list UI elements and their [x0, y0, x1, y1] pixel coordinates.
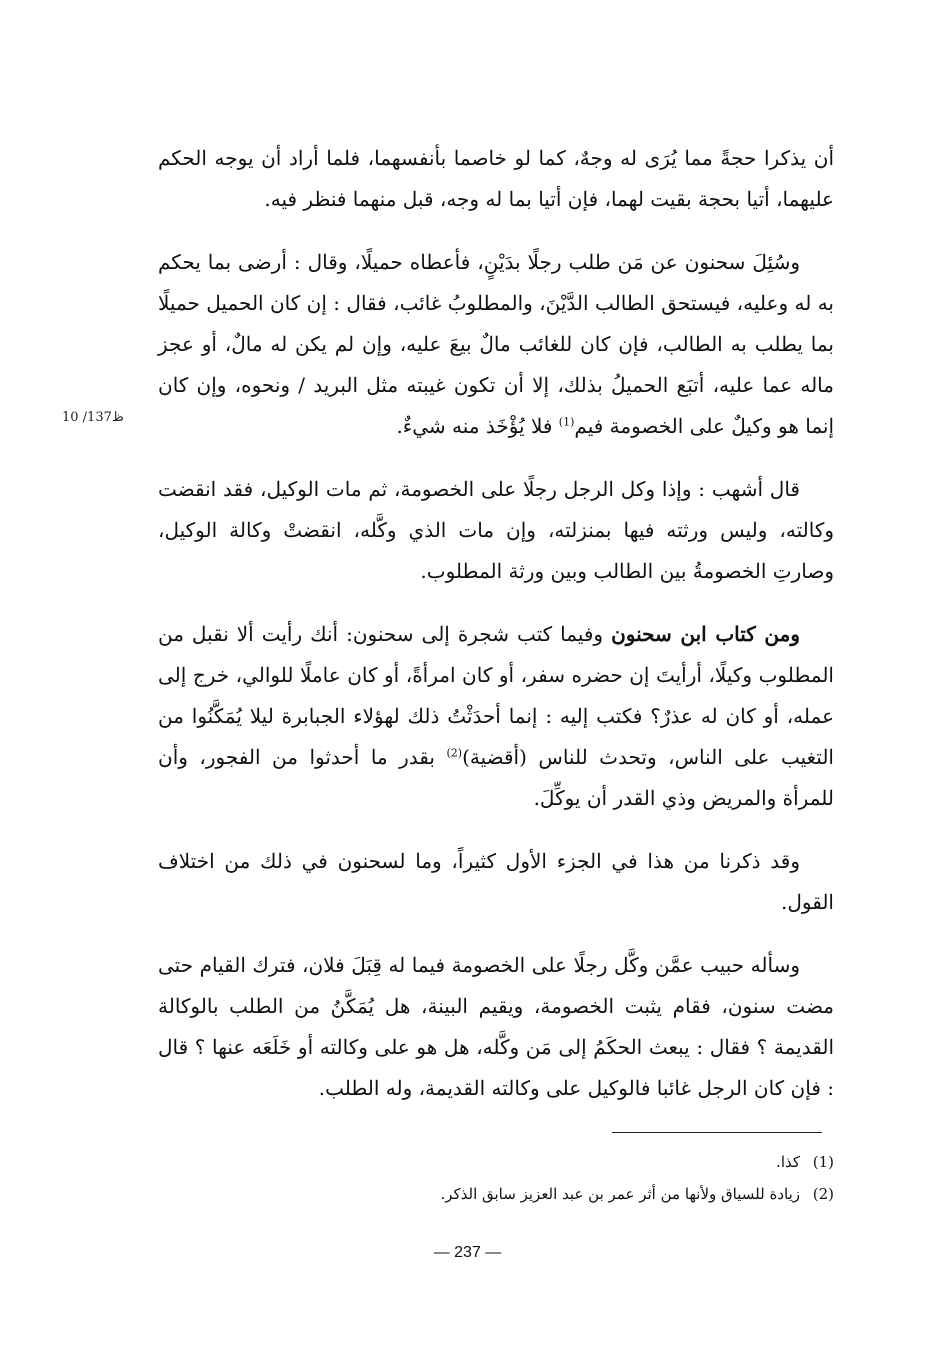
- manuscript-folio-note: 10 /137ظ: [62, 410, 124, 425]
- footnotes: [300, 1146, 834, 1210]
- paragraph-3: قال أشهب : وإذا وكل الرجل رجلًا على الخصومة، ثم مات الوكيل، فقد انقضت وكالته، وليس ورثته فيها بمنزلته، وإن مات الذي وكَّله، انقضتْ وكالة الوكيل، وصارتِ الخصومةُ بين الطالب وبين ورثة المطلوب.: [158, 477, 834, 583]
- paragraph-2: [158, 242, 834, 447]
- footnote-divider: [612, 1132, 822, 1133]
- footnote-text: زيادة للسياق ولأنها من أثر عمر بن عبد العزيز سابق الذكر.: [440, 1185, 800, 1203]
- footnote-ref-2: (2): [446, 746, 463, 760]
- footnote-text: كذا.: [776, 1153, 800, 1171]
- footnote-number: (2): [812, 1185, 834, 1203]
- paragraph-6: وسأله حبيب عمَّن وكَّل رجلًا على الخصومة فيما له قِبَلَ فلان، فترك القيام حتى مضت سنون، فقام يثبت الخصومة، ويقيم البينة، هل يُمَكَّنُ من الطلب بالوكالة القديمة ؟ فقال : يبعث الحكَمُ إلى مَن وكَّله، هل هو على وكالته أو خَلَعَه عنها ؟ قال : فإن كان الرجل غائبا فالوكيل على وكالته القديمة، وله الطلب.: [158, 953, 834, 1100]
- footnote-item: [300, 1178, 834, 1210]
- page-number: — 237 —: [433, 1244, 502, 1261]
- paragraph-4-text-1: وفيما كتب شجرة إلى سحنون: أنك رأيت ألا نقبل من المطلوب وكيلًا، أرأيتَ إن حضره سفر، أو كان امرأةً، أو كان عاملًا للوالي، خرج إلى عمله، أو كان له عذرٌ؟ فكتب إليه : إنما أحدَثْتُ ذلك لهؤلاء الجبابرة ليلا يُمَكَّنُوا من التغيب على الناس، وتحدث للناس (أقضية): [158, 622, 834, 769]
- paragraph-5: وقد ذكرنا من هذا في الجزء الأول كثيراً، وما لسحنون في ذلك من اختلاف القول.: [158, 849, 834, 914]
- paragraph-2-text: وسُئِلَ سحنون عن مَن طلب رجلًا بدَيْنٍ، فأعطاه حميلًا، وقال : أرضى بما يحكم به له وعليه، فيستحق الطالب الدَّيْنَ، والمطلوبُ غائب، فقال : إن كان الحميل حميلًا بما يطلب به الطالب، فإن كان للغائب مالٌ بيعَ عليه، وإن لم يكن له مالٌ، أو عجز ماله عما عليه، أتبَع الحميلُ بذلك، إلا أن تكون غيبته مثل البريد / ونحوه، وإن كان إنما هو وكيلٌ على الخصومة فيم: [158, 250, 834, 438]
- main-text: [158, 138, 834, 1131]
- footnote-item: [300, 1146, 834, 1178]
- footnote-number: (1): [812, 1153, 834, 1171]
- paragraph-1: أن يذكرا حجةً مما يُرَى له وجهٌ، كما لو خاصما بأنفسهما، فلما أراد أن يوجه الحكم عليهما، أتيا بحجة بقيت لهما، فإن أتيا بما له وجه، قبل منهما فنظر فيه.: [158, 146, 834, 211]
- source-title: ومن كتاب ابن سحنون: [611, 622, 800, 646]
- paragraph-2-end: فلا يُؤْخَذ منه شيءٌ.: [396, 414, 559, 438]
- footnote-ref-1: (1): [558, 415, 575, 429]
- paragraph-4: [158, 614, 834, 819]
- paragraph-4-text-2: بقدر ما أحدثوا من الفجور، وأن للمرأة والمريض وذي القدر أن يوكِّلَ.: [158, 745, 834, 810]
